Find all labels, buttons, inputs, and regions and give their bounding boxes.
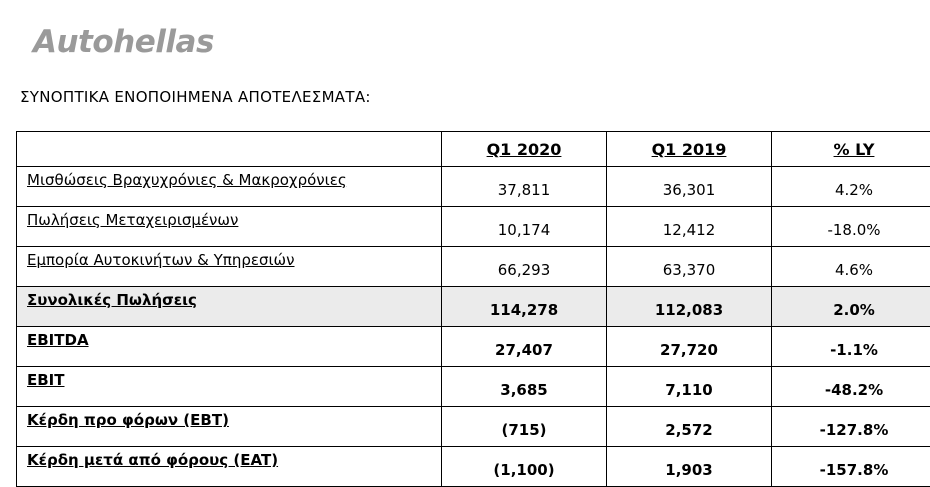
cell-ly: 2.0% (772, 287, 930, 327)
header-blank-cell (17, 132, 442, 167)
table-row (17, 407, 930, 447)
table-row (17, 207, 930, 247)
row-label: Κέρδη προ φόρων (EBT) (17, 407, 442, 447)
cell-ly: -157.8% (772, 447, 930, 487)
cell-q1-2020: 3,685 (442, 367, 607, 407)
cell-q1-2020: 27,407 (442, 327, 607, 367)
cell-q1-2019: 27,720 (607, 327, 772, 367)
table-row (17, 367, 930, 407)
table-row (17, 447, 930, 487)
cell-q1-2019: 1,903 (607, 447, 772, 487)
header-q1-2020: Q1 2020 (442, 132, 607, 167)
cell-ly: -18.0% (772, 207, 930, 247)
cell-q1-2020: 114,278 (442, 287, 607, 327)
table-row (17, 327, 930, 367)
cell-q1-2019: 112,083 (607, 287, 772, 327)
page-heading: ΣΥΝΟΠΤΙΚΑ ΕΝΟΠΟΙΗΜΕΝΑ ΑΠΟΤΕΛΕΣΜΑΤΑ: (20, 88, 371, 106)
row-label: Εμπορία Αυτοκινήτων & Υπηρεσιών (17, 247, 442, 287)
row-label: Κέρδη μετά από φόρους (EAT) (17, 447, 442, 487)
row-label: EBITDA (17, 327, 442, 367)
cell-ly: -48.2% (772, 367, 930, 407)
cell-q1-2020: (1,100) (442, 447, 607, 487)
cell-q1-2019: 2,572 (607, 407, 772, 447)
cell-ly: -127.8% (772, 407, 930, 447)
cell-q1-2020: 37,811 (442, 167, 607, 207)
table-row (17, 167, 930, 207)
cell-q1-2020: 66,293 (442, 247, 607, 287)
table-row (17, 247, 930, 287)
row-label: Συνολικές Πωλήσεις (17, 287, 442, 327)
cell-ly: -1.1% (772, 327, 930, 367)
table-header-row (17, 132, 930, 167)
autohellas-logo: Autohellas (33, 24, 214, 60)
cell-q1-2019: 36,301 (607, 167, 772, 207)
cell-q1-2020: 10,174 (442, 207, 607, 247)
cell-ly: 4.2% (772, 167, 930, 207)
cell-q1-2020: (715) (442, 407, 607, 447)
row-label: Μισθώσεις Βραχυχρόνιες & Μακροχρόνιες (17, 167, 442, 207)
cell-q1-2019: 63,370 (607, 247, 772, 287)
table-row-total (17, 287, 930, 327)
cell-q1-2019: 12,412 (607, 207, 772, 247)
results-table (16, 131, 930, 487)
cell-ly: 4.6% (772, 247, 930, 287)
row-label: Πωλήσεις Μεταχειρισμένων (17, 207, 442, 247)
header-ly: % LY (772, 132, 930, 167)
row-label: EBIT (17, 367, 442, 407)
header-q1-2019: Q1 2019 (607, 132, 772, 167)
cell-q1-2019: 7,110 (607, 367, 772, 407)
